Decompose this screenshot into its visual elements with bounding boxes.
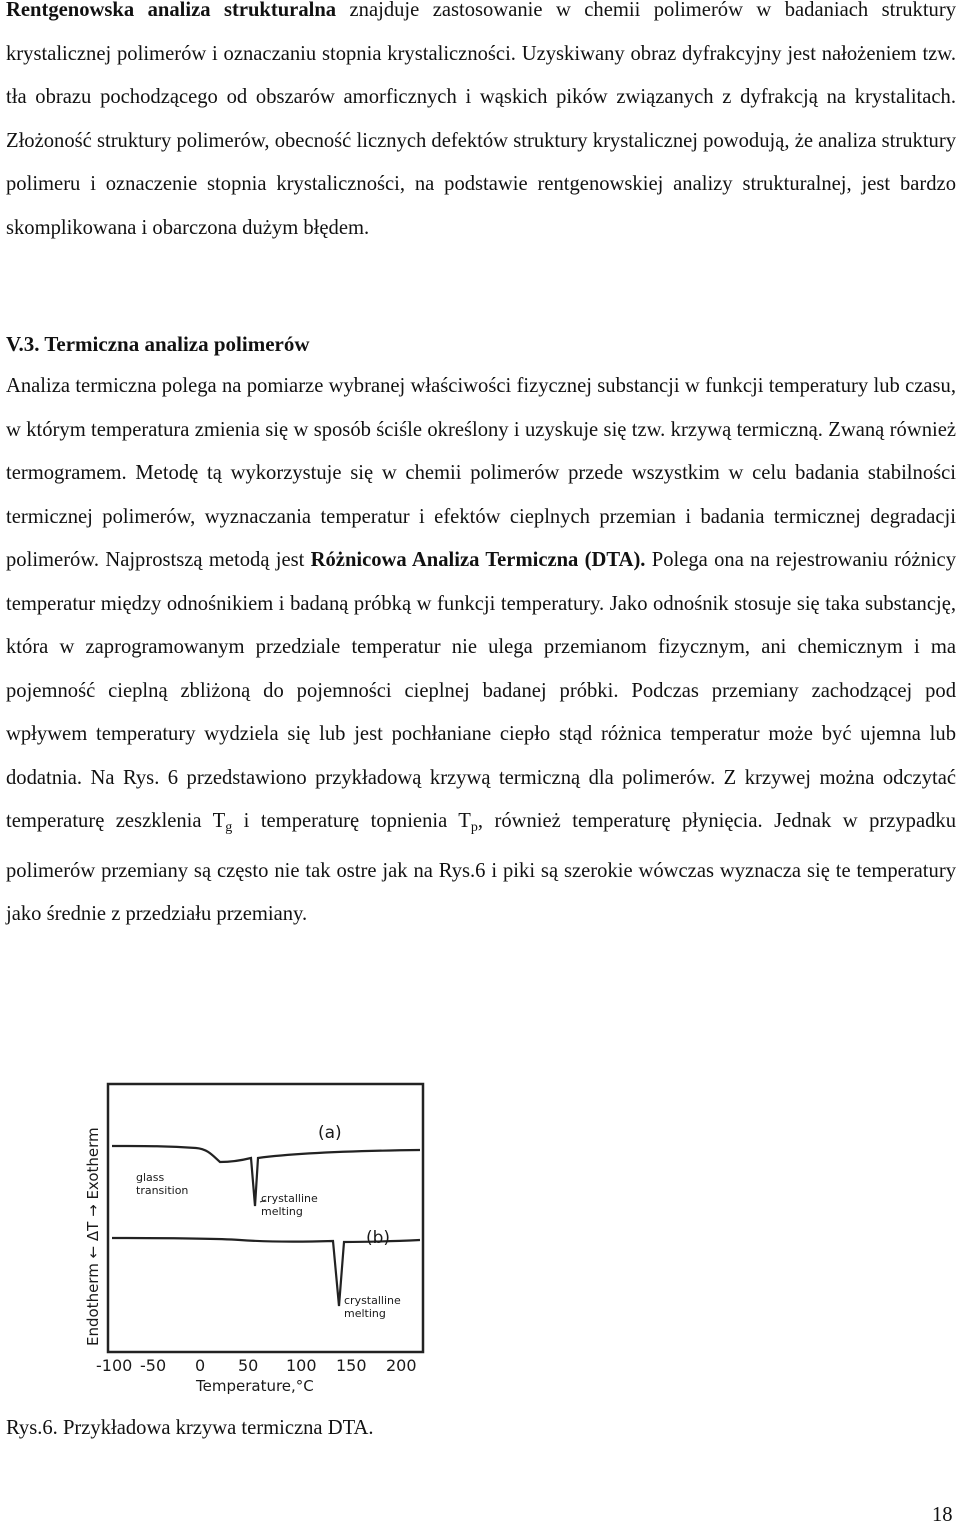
page-number: 18 bbox=[932, 1504, 953, 1526]
dta-chart-svg bbox=[8, 1066, 428, 1396]
y-axis-label: Endotherm ← ΔT → Exotherm bbox=[84, 1127, 102, 1346]
x-tick-label: -100 bbox=[96, 1356, 133, 1375]
annotation-cryst-a-line1: crystalline bbox=[261, 1192, 318, 1205]
paragraph-text-part3: i temperaturę topnienia T bbox=[232, 810, 471, 832]
bold-term-dta: Różnicowa Analiza Termiczna (DTA). bbox=[310, 549, 646, 571]
paragraph-text-part4: , również temperaturę płynięcia. Jednak w przypadku polimerów przemiany są często nie tak ostre jak na Rys.6 i piki są szerokie wówczas wyznacza się te temperatury jako średnie z przedziału przemiany. bbox=[6, 810, 956, 925]
x-tick-label: 0 bbox=[195, 1356, 206, 1375]
bold-term-xray: Rentgenowska analiza strukturalna bbox=[6, 0, 337, 21]
x-tick-label: 50 bbox=[238, 1356, 259, 1375]
paragraph-thermal-analysis bbox=[6, 365, 956, 937]
annotation-glass-line1: glass bbox=[136, 1171, 165, 1184]
section-heading: V.3. Termiczna analiza polimerów bbox=[6, 332, 310, 356]
annotation-cryst-a-line2: melting bbox=[261, 1205, 303, 1218]
x-tick-label: 150 bbox=[336, 1356, 367, 1375]
paragraph-xray-analysis bbox=[6, 0, 956, 250]
x-tick-label: 100 bbox=[286, 1356, 317, 1375]
paragraph-text-part2: Polega ona na rejestrowaniu różnicy temperatur między odnośnikiem i badaną próbką w funkcji temperatury. Jako odnośnik stosuje się taka substancję, która w zaprogramowanym przedziale temperatur nie ulega przemianom fizycznym, ani chemicznym i ma pojemność cieplną zbliżoną do pojemności cieplnej badanej próbki. Podczas przemiany zachodzącej pod wpływem temperatury wydziela się lub jest pochłaniane ciepło stąd różnica temperatur może być ujemna lub dodatnia. Na Rys. 6 przedstawiono przykładową krzywą termiczną dla polimerów. Z krzywej można odczytać temperaturę zeszklenia T bbox=[6, 549, 956, 832]
paragraph-text: znajduje zastosowanie w chemii polimerów w badaniach struktury krystalicznej polimerów i oznaczaniu stopnia krystaliczności. Uzyskiwany obraz dyfrakcyjny jest nałożeniem tzw. tła obrazu pochodzącego od obszarów amorficznych i wąskich pików związanych z dyfrakcją na krystalitach. Złożoność struktury polimerów, obecność licznych defektów struktury krystalicznej powodują, że analiza struktury polimeru i oznaczenie stopnia krystaliczności, na podstawie rentgenowskiej analizy strukturalnej, jest bardzo skomplikowana i obarczona dużym błędem. bbox=[6, 0, 956, 239]
paragraph-text-part1: Analiza termiczna polega na pomiarze wybranej właściwości fizycznej substancji w funkcji temperatury lub czasu, w którym temperatura zmienia się w sposób ściśle określony i uzyskuje się tzw. krzywą termiczną. Zwaną również termogramem. Metodę tą wykorzystuje się w chemii polimerów przede wszystkim w celu badania stabilności termicznej polimerów, wyznaczania temperatur i efektów cieplnych przemian i badania termicznej degradacji polimerów. Najprostszą metodą jest bbox=[6, 375, 956, 571]
x-tick-label: -50 bbox=[140, 1356, 167, 1375]
x-axis-label: Temperature,°C bbox=[196, 1377, 314, 1395]
annotation-glass-line2: transition bbox=[136, 1184, 189, 1197]
figure-caption: Rys.6. Przykładowa krzywa termiczna DTA. bbox=[6, 1417, 374, 1439]
subscript-g: g bbox=[225, 820, 233, 835]
dta-figure bbox=[8, 1066, 428, 1396]
x-tick-label: 200 bbox=[386, 1356, 417, 1375]
subscript-p: p bbox=[470, 820, 478, 835]
annotation-cryst-b-line2: melting bbox=[344, 1307, 386, 1320]
curve-b-label: (b) bbox=[366, 1228, 391, 1248]
curve-a-label: (a) bbox=[318, 1123, 342, 1143]
annotation-cryst-b-line1: crystalline bbox=[344, 1294, 401, 1307]
